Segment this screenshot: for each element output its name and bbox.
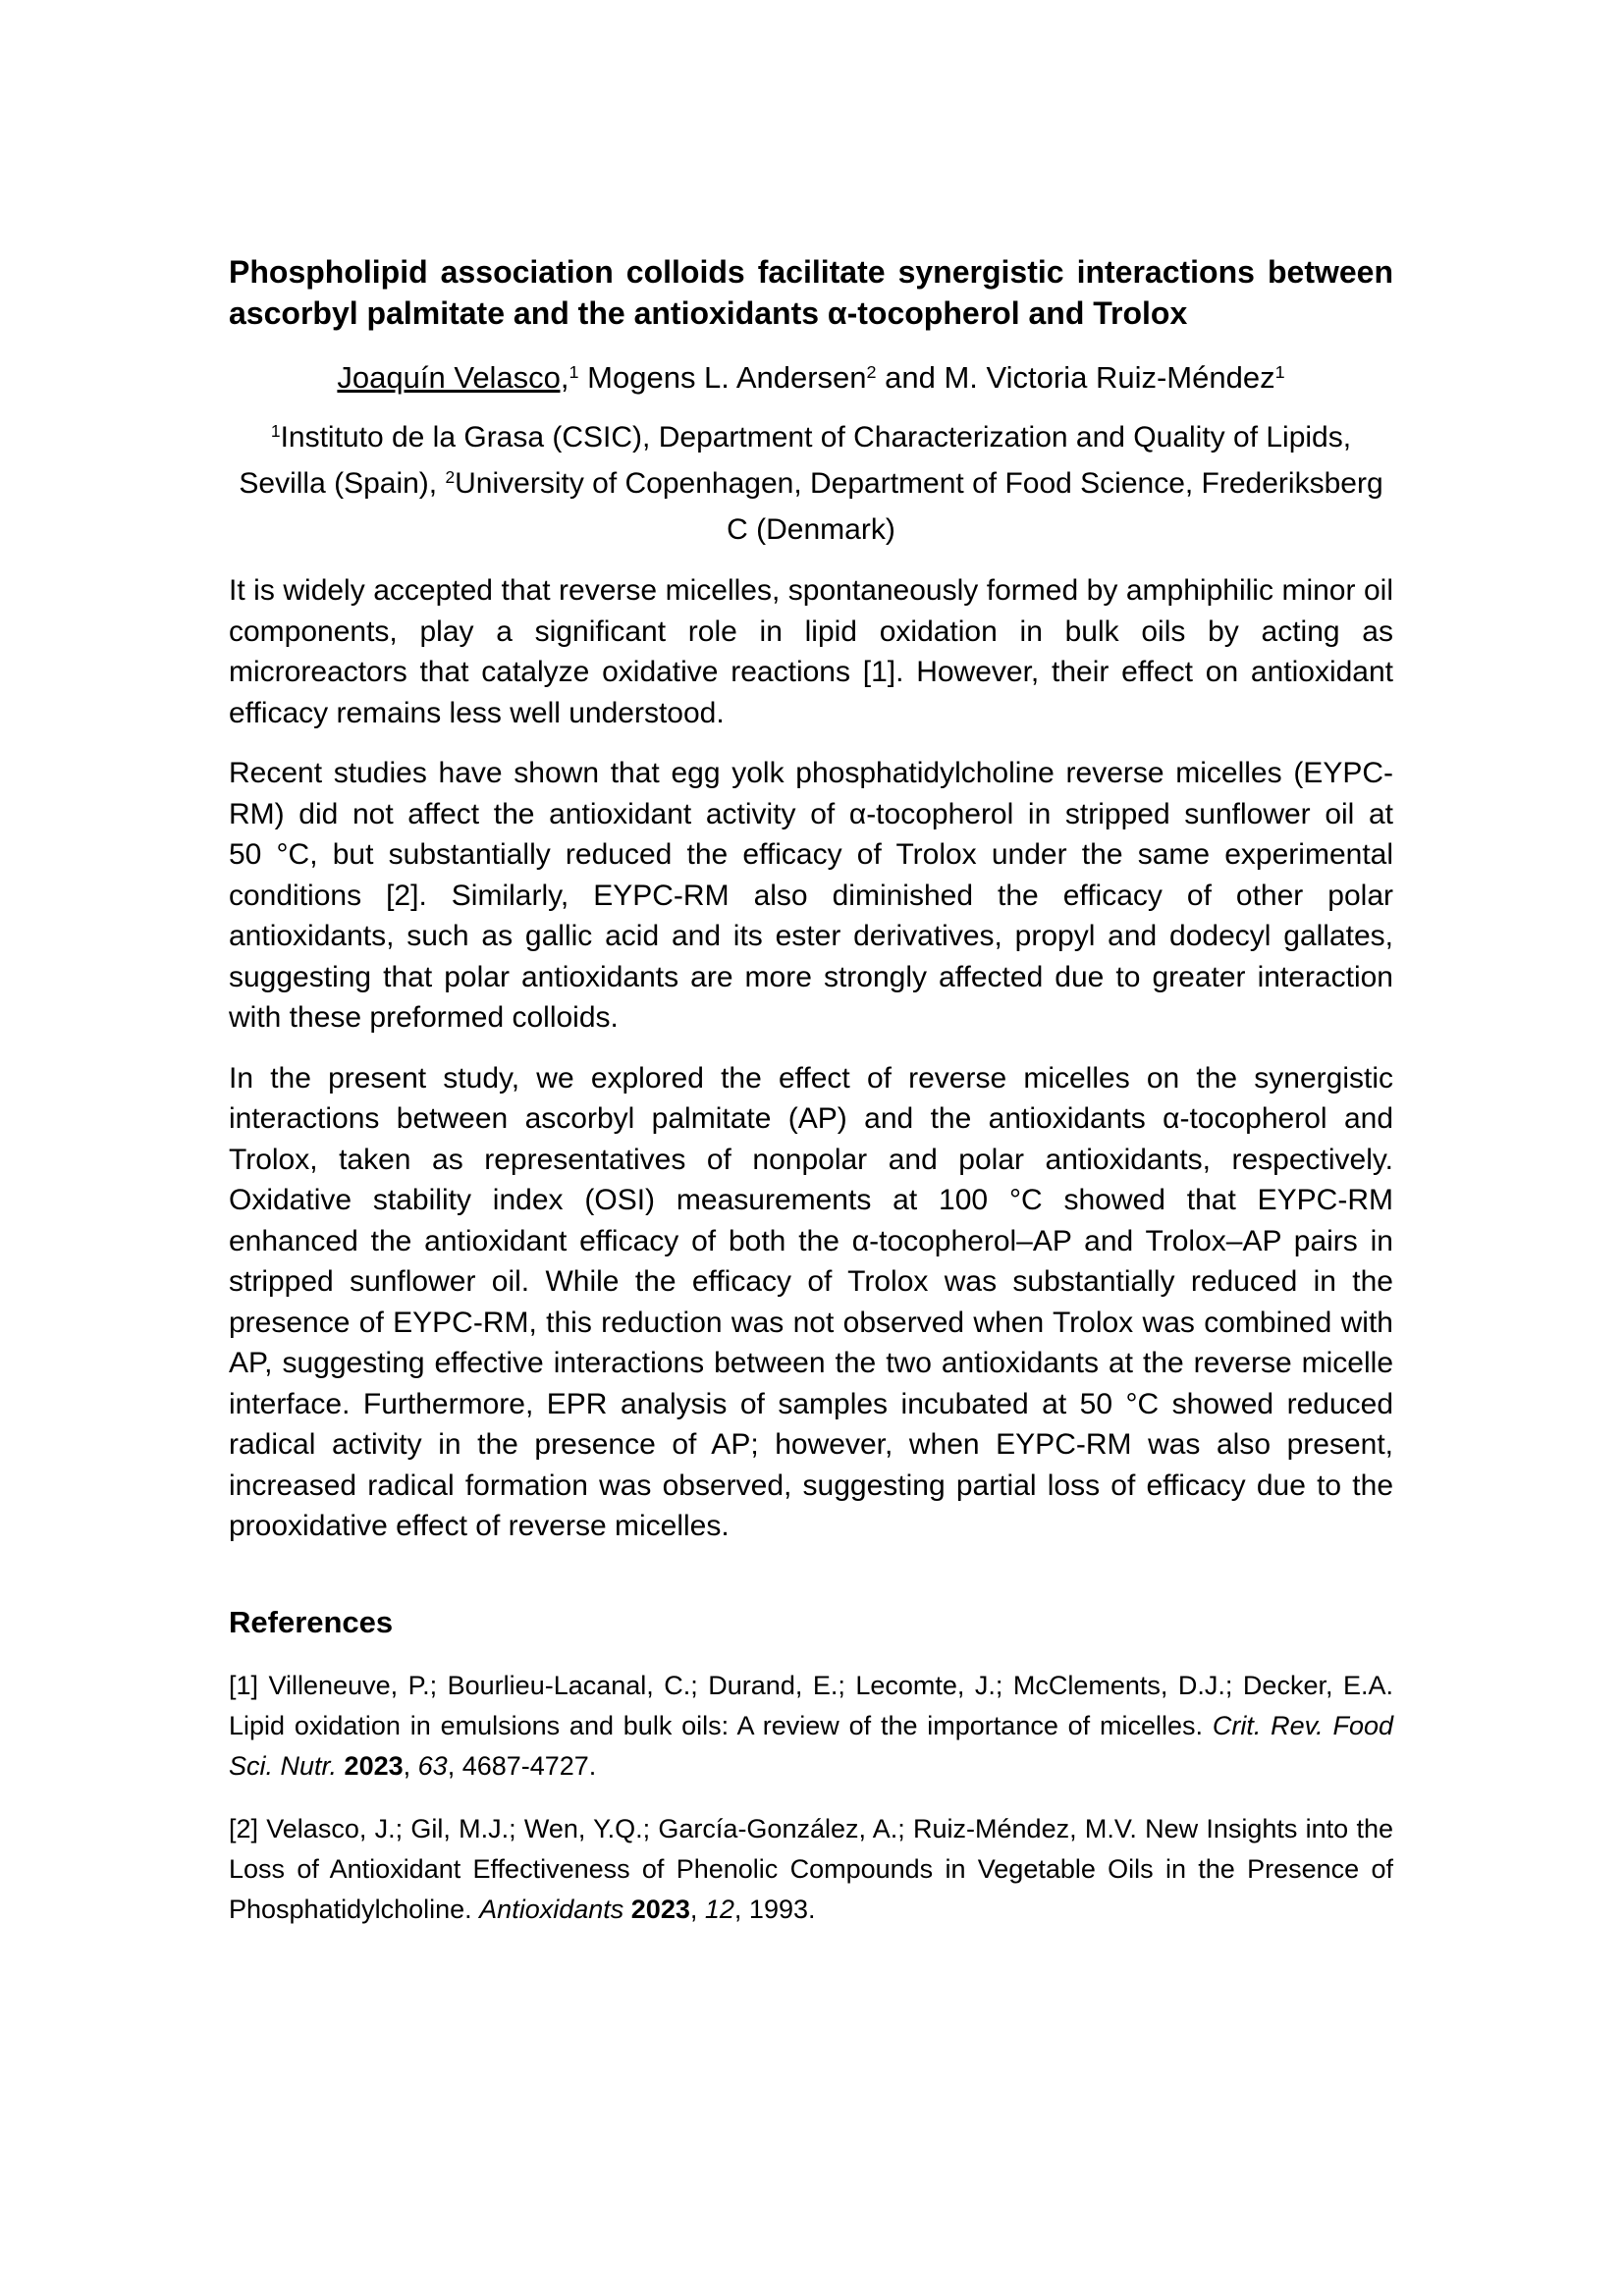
text-span: 1 [568, 362, 579, 383]
references-heading: References [229, 1604, 394, 1639]
text-span [337, 1751, 345, 1781]
text-span: Joaquín Velasco, [337, 360, 569, 395]
text-span: Crit. Rev. Food Sci. Nutr. [229, 1710, 1393, 1781]
text-span: 2023 [344, 1750, 404, 1781]
text-span: 1 [270, 421, 281, 442]
text-span: University of Copenhagen, Department of Food Science, Frederiksberg C (Denmark) [455, 467, 1383, 546]
text-span: , [689, 1894, 705, 1924]
text-span: and M. Victoria Ruiz-Méndez [876, 360, 1275, 395]
text-span: 2 [866, 362, 877, 383]
text-span: 12 [704, 1894, 734, 1924]
text-span: 1 [1274, 362, 1285, 383]
reference-item-1 [229, 1666, 1393, 1787]
author-line [229, 357, 1393, 402]
text-span: Antioxidants [479, 1894, 624, 1924]
text-span: , [403, 1750, 418, 1781]
text-span: , 1993. [733, 1894, 816, 1924]
paper-title: Phospholipid association colloids facilitate synergistic interactions between ascorbyl palmitate and the antioxidants α-tocopherol and Trolox [229, 254, 1393, 331]
text-span: Mogens L. Andersen [578, 360, 867, 395]
text-span: 2023 [630, 1894, 690, 1924]
text-span: [1] Villeneuve, P.; Bourlieu-Lacanal, C.; Durand, E.; Lecomte, J.; McClements, D.J.; Decker, E.A. Lipid oxidation in emulsions and bulk oils: A review of the importance of micelles. [229, 1670, 1393, 1740]
abstract-paragraph-3: In the present study, we explored the effect of reverse micelles on the synergistic interactions between ascorbyl palmitate (AP) and the antioxidants α-tocopherol and Trolox, taken as representatives of nonpolar and polar antioxidants, respectively. Oxidative stability index (OSI) measurements at 100 °C showed that EYPC-RM enhanced the antioxidant efficacy of both the α-tocopherol–AP and Trolox–AP pairs in stripped sunflower oil. While the efficacy of Trolox was substantially reduced in the presence of EYPC-RM, this reduction was not observed when Trolox was combined with AP, suggesting effective interactions between the two antioxidants at the reverse micelle interface. Furthermore, EPR analysis of samples incubated at 50 °C showed reduced radical activity in the presence of AP; however, when EYPC-RM was also present, increased radical formation was observed, suggesting partial loss of efficacy due to the prooxidative effect of reverse micelles. [229, 1061, 1393, 1542]
text-span: , 4687-4727. [447, 1750, 597, 1781]
text-span: 2 [445, 467, 456, 488]
affiliation-line [229, 416, 1393, 551]
abstract-content [229, 0, 1393, 1930]
text-span: 63 [417, 1750, 448, 1781]
abstract-paragraph-1: It is widely accepted that reverse micelles, spontaneously formed by amphiphilic minor oil components, play a significant role in lipid oxidation in bulk oils by acting as microreactors that catalyze oxidative reactions [1]. However, their effect on antioxidant efficacy remains less well understood. [229, 574, 1393, 729]
reference-item-2 [229, 1809, 1393, 1930]
text-span: Instituto de la Grasa (CSIC), Department of Characterization and Quality of Lipids, Sevilla (Spain), [239, 421, 1352, 500]
abstract-paragraph-2: Recent studies have shown that egg yolk phosphatidylcholine reverse micelles (EYPC-RM) did not affect the antioxidant activity of α-tocopherol in stripped sunflower oil at 50 °C, but substantially reduced the efficacy of Trolox under the same experimental conditions [2]. Similarly, EYPC-RM also diminished the efficacy of other polar antioxidants, such as gallic acid and its ester derivatives, propyl and dodecyl gallates, suggesting that polar antioxidants are more strongly affected due to greater interaction with these preformed colloids. [229, 757, 1393, 1034]
text-span: [2] Velasco, J.; Gil, M.J.; Wen, Y.Q.; García-González, A.; Ruiz-Méndez, M.V. New Insights into the Loss of Antioxidant Effectiveness of Phenolic Compounds in Vegetable Oils in the Presence of Phosphatidylcholine. [229, 1813, 1393, 1924]
text-span [623, 1895, 631, 1924]
